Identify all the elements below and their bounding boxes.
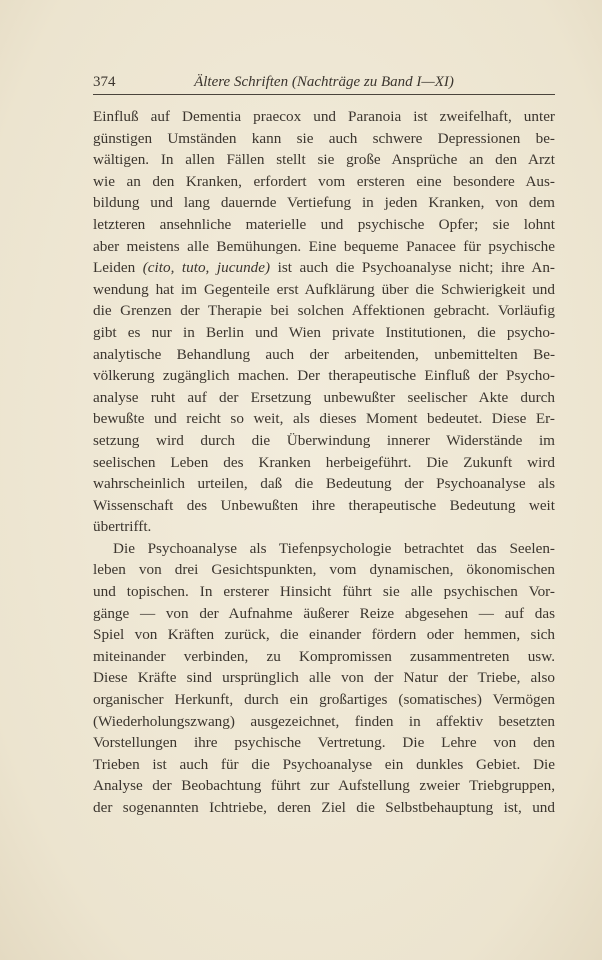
- text-line: aber meistens alle Bemühungen. Eine bequeme Panacee für psychische: [93, 237, 555, 255]
- text-line: Einfluß auf Dementia praecox und Paranoia ist zweifelhaft, unter: [93, 108, 555, 125]
- text-line: setzung wird durch die Überwindung innerer Widerstände im: [93, 431, 555, 449]
- latin-phrase: (cito, tuto, jucunde): [142, 259, 271, 277]
- text-line: bewußte und reicht so weit, als dieses Moment bedeutet. Diese Er-: [93, 410, 555, 428]
- text-line: völkerung zugänglich machen. Der therapeutische Einfluß der Psycho-: [93, 367, 555, 385]
- text-line: Wissenschaft des Unbewußten ihre therapeutische Bedeutung weit: [93, 496, 555, 514]
- text-line: miteinander verbinden, zu Kompromissen zusammentreten usw.: [93, 647, 555, 665]
- text-line: (Wiederholungszwang) ausgezeichnet, finden in affektiv besetzten: [93, 712, 555, 730]
- page-number: 374: [93, 74, 116, 90]
- text-line: Spiel von Kräften zurück, die einander fördern oder hemmen, sich: [93, 626, 555, 644]
- paragraph-1: [93, 106, 555, 538]
- text-line: bildung und lang dauernde Vertiefung in jeden Kranken, von dem: [93, 194, 555, 212]
- text-line: übertrifft.: [93, 518, 152, 536]
- text-line: Analyse der Beobachtung führt zur Aufstellung zweier Triebgruppen,: [93, 777, 555, 795]
- text-line: günstigen Umständen kann sie auch schwere Depressionen be-: [93, 129, 555, 147]
- text-line: Diese Kräfte sind ursprünglich alle von der Natur der Triebe, also: [93, 669, 555, 687]
- text-line: analyse ruht auf der Ersetzung unbewußter seelischer Akte durch: [93, 388, 555, 406]
- text-line: analytische Behandlung auch der arbeitenden, unbemittelten Be-: [93, 345, 555, 363]
- body-text: [93, 106, 555, 819]
- text-line: leben von drei Gesichtspunkten, vom dynamischen, ökonomischen: [93, 561, 555, 579]
- text-line: der sogenannten Ichtriebe, deren Ziel die Selbstbehauptung ist, und: [93, 799, 555, 816]
- text-line: Die Psychoanalyse als Tiefenpsychologie betrachtet das Seelen-: [113, 539, 555, 557]
- text-line: die Grenzen der Therapie bei solchen Affektionen gebracht. Vorläufig: [93, 302, 555, 320]
- text-line: wie an den Kranken, erfordert vom ersteren eine besondere Aus-: [93, 172, 555, 190]
- text-line: gänge — von der Aufnahme äußerer Reize abgesehen — auf das: [93, 604, 555, 622]
- text-line: Leiden (cito, tuto, jucunde) ist auch die Psychoanalyse nicht; ihre An-: [93, 259, 555, 277]
- text-line: organischer Herkunft, durch ein großartiges (somatisches) Vermögen: [93, 691, 555, 709]
- text-line: wendung hat im Gegenteile erst Aufklärung über die Schwierigkeit und: [93, 280, 555, 298]
- running-header: [93, 74, 555, 95]
- text-line: wahrscheinlich urteilen, daß die Bedeutung der Psychoanalyse als: [93, 475, 555, 493]
- paragraph-2: [93, 538, 555, 819]
- text-line: Trieben ist auch für die Psychoanalyse ein dunkles Gebiet. Die: [93, 755, 555, 773]
- text-line: gibt es nur in Berlin und Wien private Institutionen, die psycho-: [93, 323, 555, 341]
- text-line: seelischen Leben des Kranken herbeigeführt. Die Zukunft wird: [93, 453, 555, 471]
- text-line: Vorstellungen ihre psychische Vertretung. Die Lehre von den: [93, 734, 555, 752]
- running-title: Ältere Schriften (Nachträge zu Band I—XI): [194, 74, 454, 90]
- text-line: und topischen. In ersterer Hinsicht führt sie alle psychischen Vor-: [93, 583, 555, 601]
- text-line: wältigen. In allen Fällen stellt sie große Ansprüche an den Arzt: [93, 151, 555, 169]
- text-line: letzteren ansehnliche materielle und psychische Opfer; sie lohnt: [93, 215, 555, 233]
